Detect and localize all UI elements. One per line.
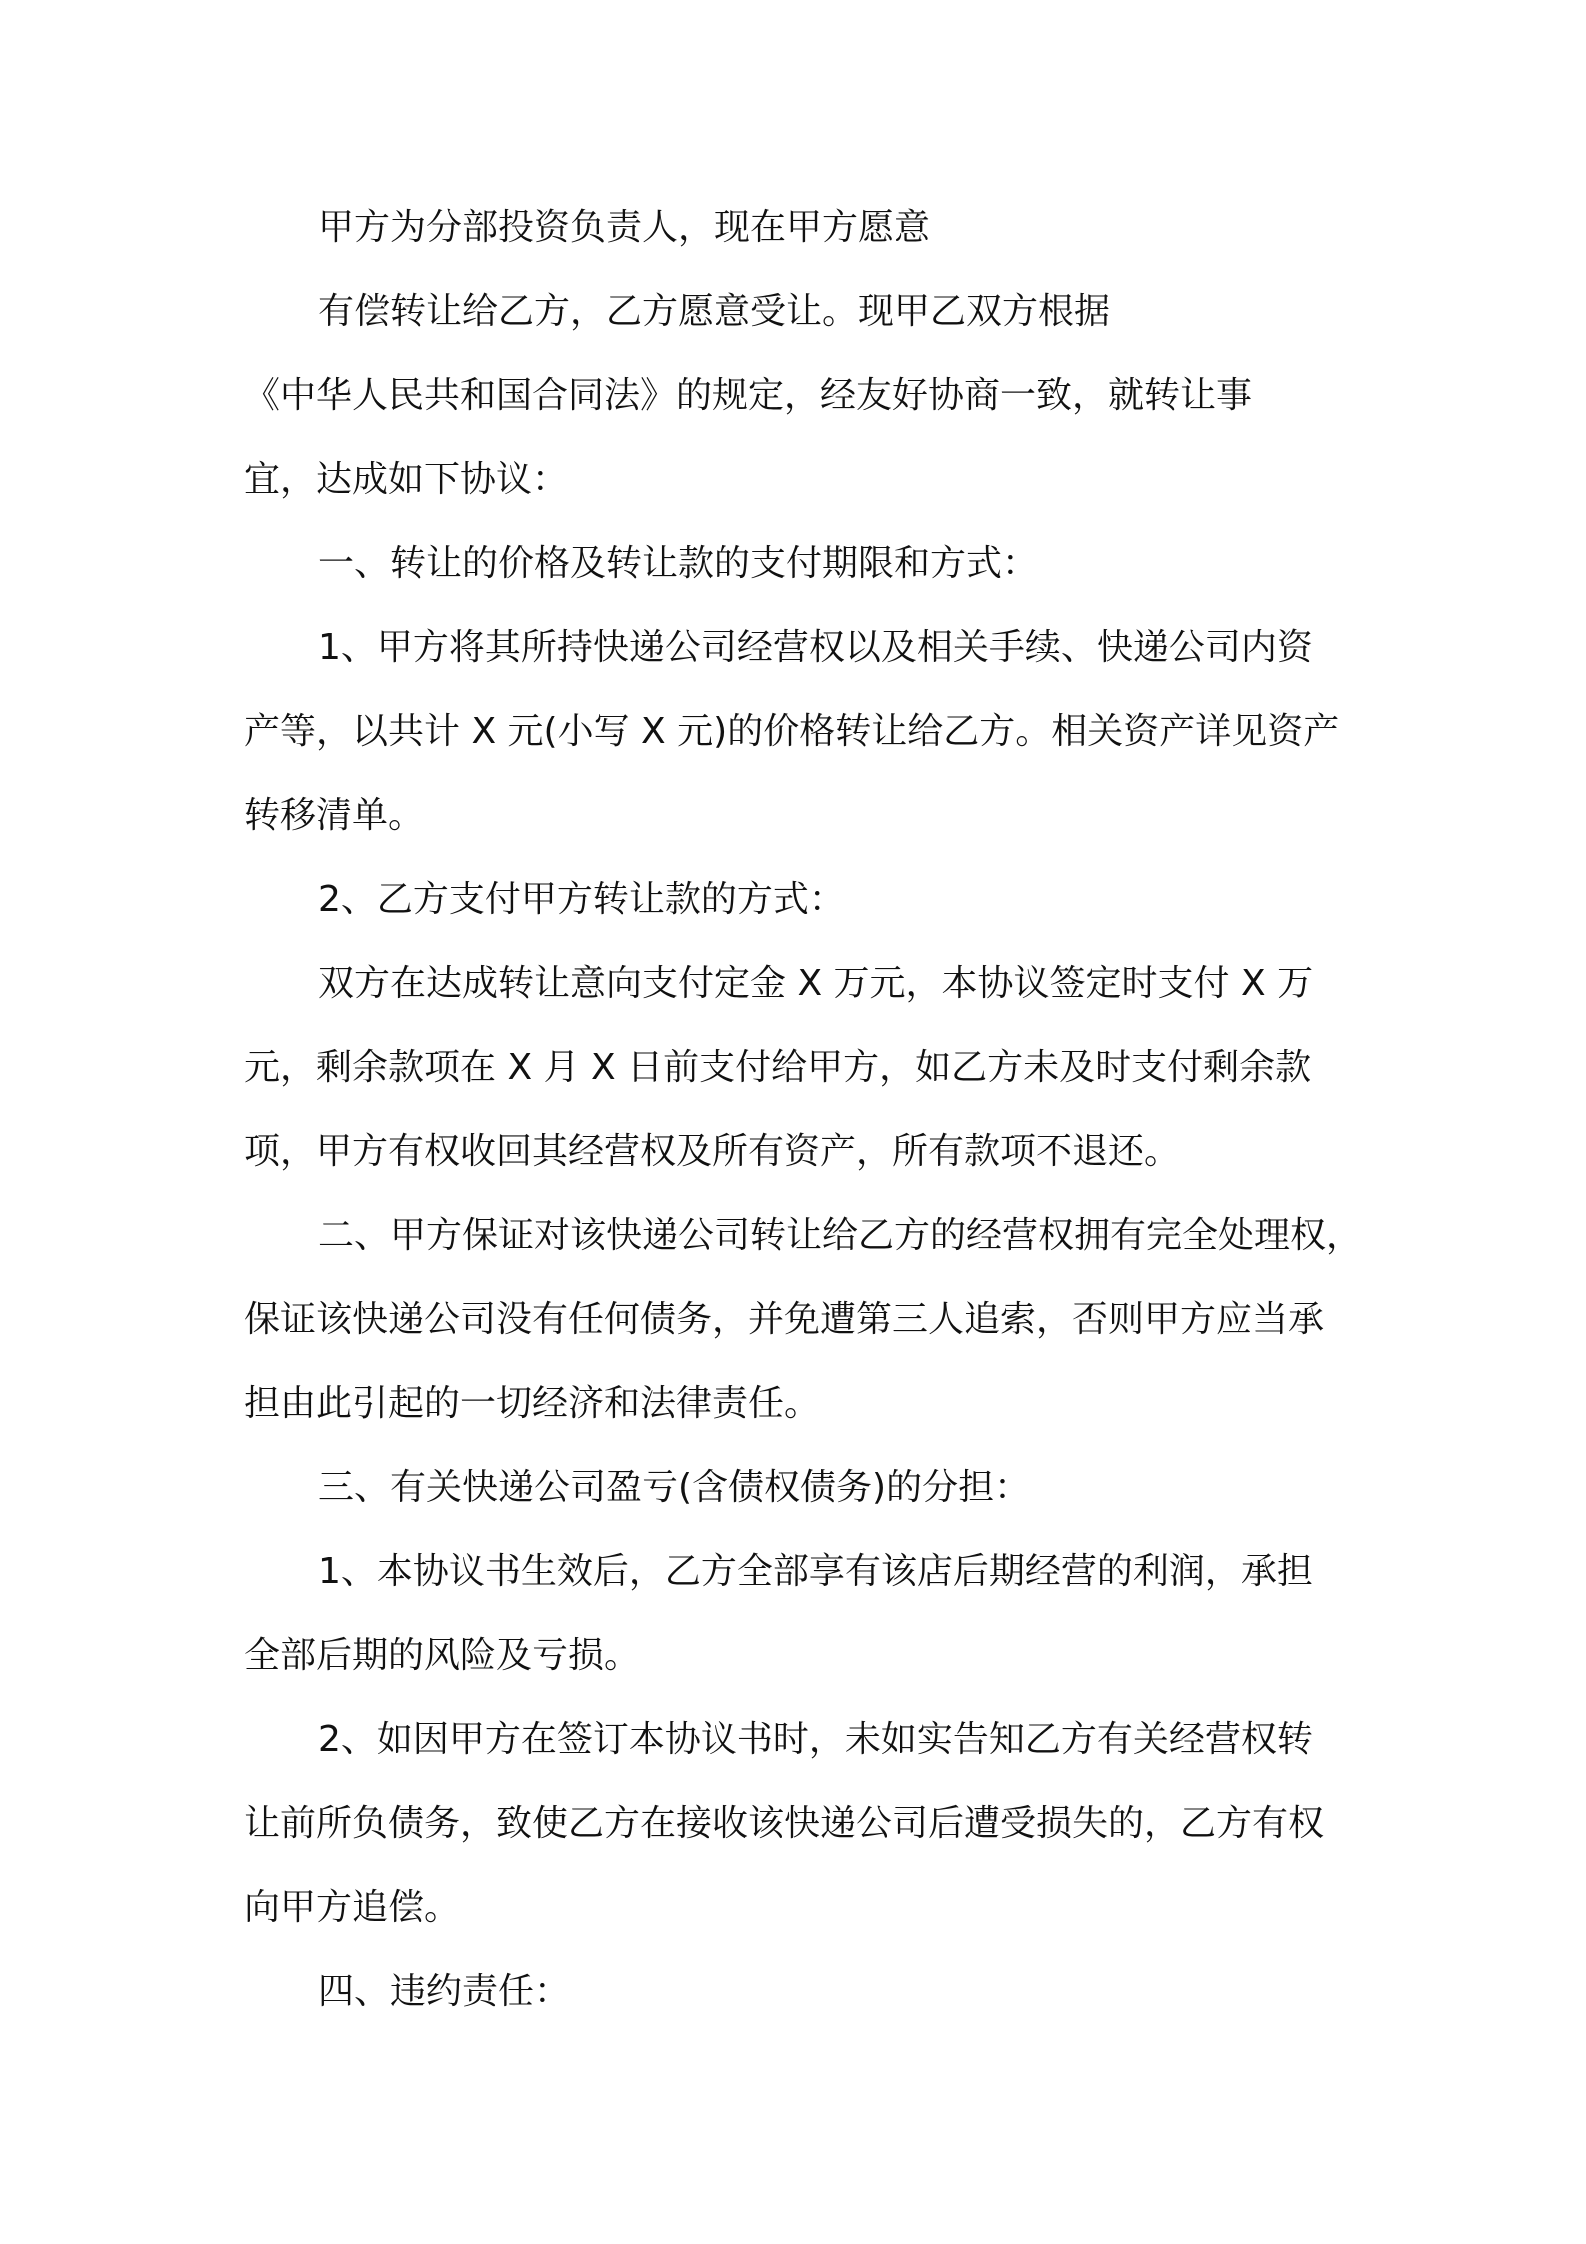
section-heading: 四、违约责任：	[318, 1971, 571, 2012]
text-line: 2、如因甲方在签订本协议书时，未如实告知乙方有关经营权转	[318, 1719, 1313, 1760]
text-line: 宜，达成如下协议：	[244, 459, 569, 500]
text-line: 《中华人民共和国合同法》的规定，经友好协商一致，就转让事	[244, 375, 1253, 416]
text-line: 项，甲方有权收回其经营权及所有资产，所有款项不退还。	[244, 1131, 1181, 1172]
text-line: 甲方为分部投资负责人，现在甲方愿意	[318, 207, 931, 248]
text-line: 转移清单。	[244, 795, 425, 836]
section-heading: 一、转让的价格及转让款的支付期限和方式：	[318, 543, 1039, 584]
text-line: 保证该快递公司没有任何债务，并免遭第三人追索，否则甲方应当承	[244, 1299, 1325, 1340]
text-line: 1、本协议书生效后，乙方全部享有该店后期经营的利润，承担	[318, 1551, 1313, 1592]
text-line: 元，剩余款项在 X 月 X 日前支付给甲方，如乙方未及时支付剩余款	[244, 1047, 1312, 1088]
section-heading: 三、有关快递公司盈亏(含债权债务)的分担：	[318, 1467, 1031, 1508]
text-line: 全部后期的风险及亏损。	[244, 1635, 641, 1676]
text-line: 让前所负债务，致使乙方在接收该快递公司后遭受损失的，乙方有权	[244, 1803, 1325, 1844]
text-line: 2、乙方支付甲方转让款的方式：	[318, 879, 845, 920]
text-line: 产等，以共计 X 元(小写 X 元)的价格转让给乙方。相关资产详见资产	[244, 711, 1340, 752]
text-line: 向甲方追偿。	[244, 1887, 461, 1928]
section-heading: 二、甲方保证对该快递公司转让给乙方的经营权拥有完全处理权，	[318, 1215, 1363, 1256]
text-line: 担由此引起的一切经济和法律责任。	[244, 1383, 821, 1424]
text-line: 双方在达成转让意向支付定金 X 万元，本协议签定时支付 X 万	[318, 963, 1314, 1004]
text-line: 1、甲方将其所持快递公司经营权以及相关手续、快递公司内资	[318, 627, 1313, 668]
text-line: 有偿转让给乙方，乙方愿意受让。现甲乙双方根据	[318, 291, 1111, 332]
